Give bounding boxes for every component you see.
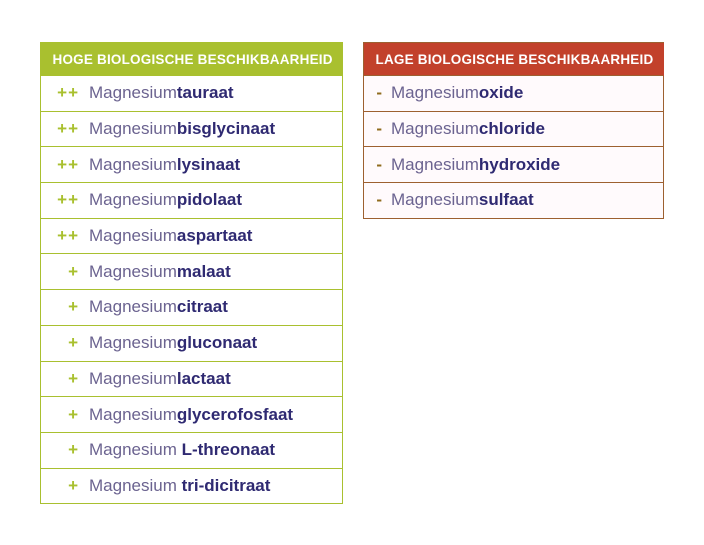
table-row <box>41 182 342 218</box>
compound-name: citraat <box>176 297 228 317</box>
plus-rating-marker: ++ <box>57 154 79 174</box>
high-bioavailability-table <box>40 42 343 504</box>
table-row <box>364 182 663 218</box>
plus-rating-marker: ++ <box>57 190 79 210</box>
compound-prefix: Magnesium <box>89 190 177 210</box>
compound-label <box>89 405 293 425</box>
low-table-rows <box>364 75 663 218</box>
compound-name: hydroxide <box>478 154 561 174</box>
compound-name: tauraat <box>176 83 234 103</box>
table-row <box>41 432 342 468</box>
table-row <box>41 218 342 254</box>
compound-prefix: Magnesium <box>89 297 177 317</box>
compound-label <box>89 190 242 210</box>
compound-prefix: Magnesium <box>391 119 479 139</box>
compound-name: malaat <box>176 261 231 281</box>
compound-name: oxide <box>478 83 524 103</box>
compound-label <box>89 226 252 246</box>
compound-name: lactaat <box>176 368 231 388</box>
plus-rating-marker: ++ <box>57 119 79 139</box>
compound-prefix: Magnesium <box>89 154 177 174</box>
table-row <box>41 146 342 182</box>
compound-name: sulfaat <box>478 190 534 210</box>
table-row <box>41 396 342 432</box>
compound-name: glycerofosfaat <box>176 404 294 424</box>
plus-rating-marker: + <box>68 440 79 460</box>
compound-label <box>391 155 560 175</box>
low-table-header: LAGE BIOLOGISCHE BESCHIKBAARHEID <box>364 43 664 76</box>
plus-rating-marker: + <box>68 368 79 388</box>
compound-label <box>89 155 240 175</box>
compound-prefix: Magnesium <box>89 475 177 495</box>
compound-prefix: Magnesium <box>391 83 479 103</box>
table-row <box>364 111 663 147</box>
compound-label <box>89 440 275 460</box>
plus-rating-marker: + <box>68 297 79 317</box>
minus-rating-marker: - <box>376 154 382 174</box>
compound-prefix: Magnesium <box>89 261 177 281</box>
table-row <box>41 111 342 147</box>
compound-prefix: Magnesium <box>89 226 177 246</box>
compound-prefix: Magnesium <box>89 404 177 424</box>
table-row <box>41 253 342 289</box>
compound-prefix: Magnesium <box>89 440 177 460</box>
table-row <box>41 468 342 504</box>
compound-label <box>89 262 231 282</box>
compound-label <box>391 83 523 103</box>
compound-label <box>391 190 534 210</box>
compound-label <box>89 83 234 103</box>
compound-label <box>89 333 257 353</box>
compound-name: pidolaat <box>176 190 243 210</box>
high-table-rows <box>41 75 342 503</box>
compound-prefix: Magnesium <box>391 190 479 210</box>
table-row <box>41 75 342 111</box>
compound-label <box>89 369 231 389</box>
plus-rating-marker: ++ <box>57 83 79 103</box>
compound-name: tri-dicitraat <box>176 475 271 495</box>
minus-rating-marker: - <box>376 83 382 103</box>
compound-prefix: Magnesium <box>89 119 177 139</box>
compound-label <box>391 119 545 139</box>
plus-rating-marker: ++ <box>57 226 79 246</box>
compound-label <box>89 476 270 496</box>
compound-prefix: Magnesium <box>391 154 479 174</box>
plus-rating-marker: + <box>68 333 79 353</box>
compound-label <box>89 297 228 317</box>
compound-name: lysinaat <box>176 154 241 174</box>
table-row <box>41 289 342 325</box>
minus-rating-marker: - <box>376 190 382 210</box>
table-row <box>41 325 342 361</box>
compound-prefix: Magnesium <box>89 333 177 353</box>
compound-prefix: Magnesium <box>89 368 177 388</box>
compound-name: chloride <box>478 119 545 139</box>
minus-rating-marker: - <box>376 119 382 139</box>
compound-name: gluconaat <box>176 333 258 353</box>
table-row <box>41 361 342 397</box>
plus-rating-marker: + <box>68 261 79 281</box>
plus-rating-marker: + <box>68 404 79 424</box>
table-row <box>364 75 663 111</box>
plus-rating-marker: + <box>68 475 79 495</box>
compound-name: bisglycinaat <box>176 119 276 139</box>
table-row <box>364 146 663 182</box>
compound-label <box>89 119 275 139</box>
compound-name: L-threonaat <box>176 440 276 460</box>
compound-prefix: Magnesium <box>89 83 177 103</box>
low-bioavailability-table <box>363 42 664 219</box>
high-table-header: HOGE BIOLOGISCHE BESCHIKBAARHEID <box>41 43 343 76</box>
compound-name: aspartaat <box>176 226 253 246</box>
